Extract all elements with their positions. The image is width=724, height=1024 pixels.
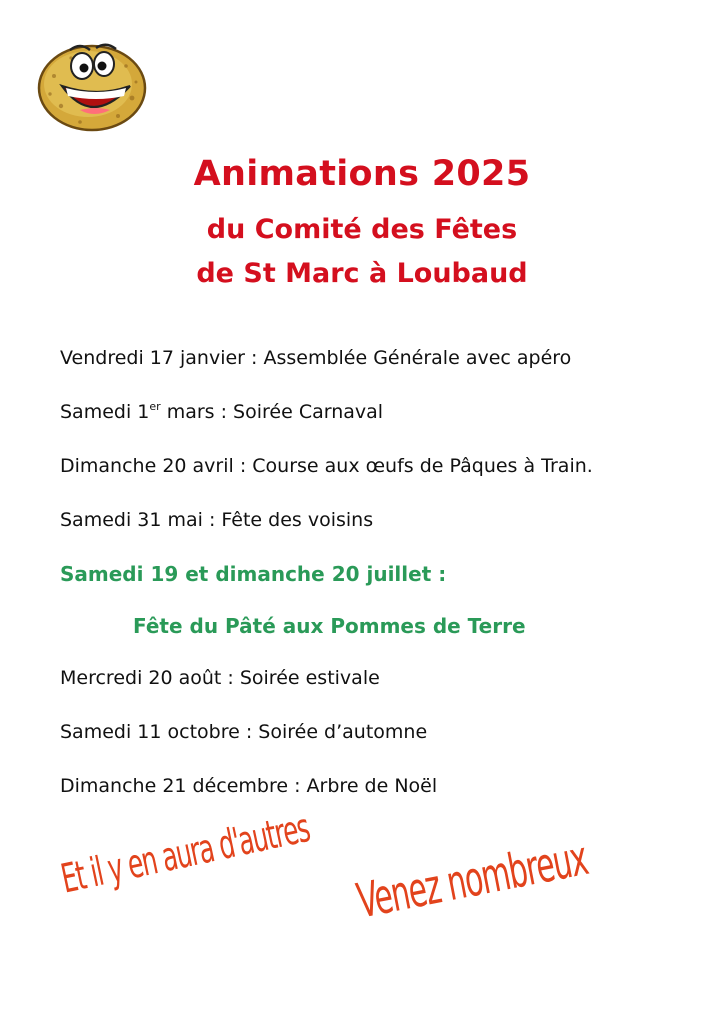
slogan-come-many: Venez nombreux bbox=[352, 830, 592, 930]
event-item-juillet-dates: Samedi 19 et dimanche 20 juillet : bbox=[60, 562, 447, 586]
event-item-voisins: Samedi 31 mai : Fête des voisins bbox=[60, 509, 374, 531]
event-description: mars : Soirée Carnaval bbox=[160, 401, 384, 423]
subtitle-line-2: de St Marc à Loubaud bbox=[196, 258, 528, 289]
smiling-potato-pie-mascot-icon bbox=[36, 36, 148, 136]
event-date: Samedi 1 bbox=[60, 401, 150, 423]
event-item-paques: Dimanche 20 avril : Course aux œufs de Pâques à Train. bbox=[60, 455, 593, 477]
page-title: Animations 2025 bbox=[193, 154, 531, 194]
events-list bbox=[60, 346, 700, 828]
ordinal-superscript: er bbox=[149, 400, 161, 413]
slogan-more-to-come: Et il y en aura d'autres bbox=[57, 805, 314, 903]
event-item-carnaval bbox=[60, 400, 700, 454]
event-item-fete-du-pate: Fête du Pâté aux Pommes de Terre bbox=[133, 614, 526, 638]
event-item-assemblee: Vendredi 17 janvier : Assemblée Générale avec apéro bbox=[60, 347, 572, 369]
event-item-noel: Dimanche 21 décembre : Arbre de Noël bbox=[60, 775, 438, 797]
event-item-automne: Samedi 11 octobre : Soirée d’automne bbox=[60, 721, 428, 743]
event-item-estivale: Mercredi 20 août : Soirée estivale bbox=[60, 667, 380, 689]
subtitle-line-1: du Comité des Fêtes bbox=[206, 214, 518, 245]
